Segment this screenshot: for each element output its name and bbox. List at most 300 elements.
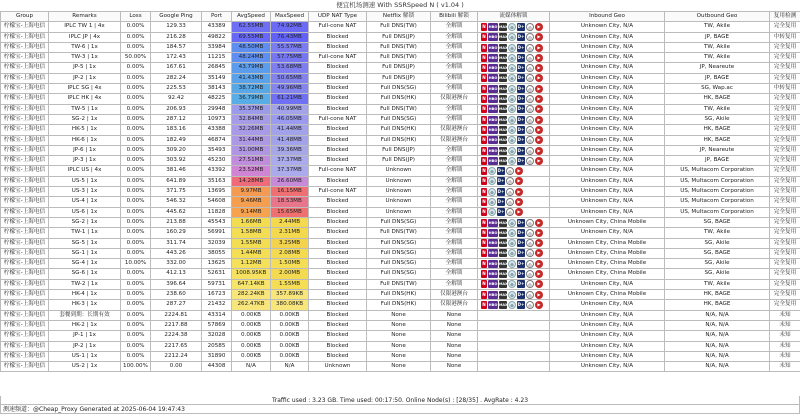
ping-cell: 287.27 [151,300,202,310]
remarks-cell: JP-2 | 1x [49,73,121,83]
bilibili-cell: None [431,341,478,351]
table-row [1,197,800,207]
inbound-geo-cell: Unknown City, China Mobile [550,238,665,248]
remarks-cell: 套餐到期：长期有效 [49,310,121,320]
group-cell: 柠檬宝-上海电信 [1,166,49,176]
circle-icon: ◎ [526,95,534,103]
netflix-cell: Full DNS(SG) [367,84,431,94]
ping-cell: 303.92 [151,156,202,166]
disney-plus-icon: D+ [517,301,525,307]
netflix-cell: Full DNS(JP) [367,63,431,73]
reuse-cell: 未知 [770,362,800,372]
netflix-cell: Full DNS(TW) [367,228,431,238]
hbo-icon: HBO [488,127,498,132]
bilibili-cell: 全解锁 [431,259,478,269]
avg-speed-cell: 36.79MB [232,94,271,104]
media-cell [478,73,550,83]
table-row [1,331,800,341]
table-row [1,207,800,217]
netflix-cell: None [367,341,431,351]
netflix-cell: Full DNS(SG) [367,269,431,279]
outbound-geo-cell: HK, BAGE [665,135,770,145]
netflix-icon: N [482,291,486,297]
port-cell: 45230 [202,156,232,166]
nat-type-cell: Blocked [309,135,367,145]
media-cell [478,217,550,227]
group-cell: 柠檬宝-上海电信 [1,94,49,104]
outbound-geo-cell: US, Multacom Corporation [665,207,770,217]
disney-plus-icon: D+ [517,147,525,153]
column-header: Loss [121,12,151,22]
inbound-geo-cell: Unknown City, N/A [550,351,665,361]
max-speed-cell: 18.53MB [271,197,309,207]
netflix-cell: None [367,331,431,341]
hbo-icon: HBO [488,220,498,225]
bilibili-cell: 全解锁 [431,248,478,258]
table-row [1,84,800,94]
globe-icon: ⊙ [508,74,516,82]
table-row [1,269,800,279]
loss-cell: 0.00% [121,156,151,166]
ping-cell: 2224.81 [151,310,202,320]
outbound-geo-cell: N/A, N/A [665,362,770,372]
loss-cell: 0.00% [121,135,151,145]
max-icon: MAX [499,76,508,81]
hbo-icon: HBO [488,97,498,102]
media-cell [478,248,550,258]
nat-type-cell: Full-cone NAT [309,53,367,63]
bilibili-cell: 全解锁 [431,114,478,124]
port-cell: 43392 [202,166,232,176]
group-cell: 柠檬宝-上海电信 [1,217,49,227]
table-row [1,22,800,32]
reuse-cell: 未知 [770,351,800,361]
bilibili-cell: None [431,362,478,372]
ping-cell: 206.93 [151,104,202,114]
nat-type-cell: Blocked [309,217,367,227]
group-cell: 柠檬宝-上海电信 [1,22,49,32]
port-cell: 11828 [202,207,232,217]
max-icon: MAX [499,302,508,307]
table-row [1,228,800,238]
loss-cell: 0.00% [121,228,151,238]
max-icon: MAX [499,24,508,29]
loss-cell: 0.00% [121,94,151,104]
group-cell: 柠檬宝-上海电信 [1,104,49,114]
table-row [1,145,800,155]
play-icon: ▶ [515,208,523,216]
media-cell [478,228,550,238]
max-speed-cell: 41.44MB [271,125,309,135]
group-cell: 柠檬宝-上海电信 [1,331,49,341]
outbound-geo-cell: N/A, N/A [665,331,770,341]
port-cell: 54608 [202,197,232,207]
netflix-cell: None [367,320,431,330]
ping-cell: 282.24 [151,73,202,83]
netflix-cell: Full DNS(JP) [367,156,431,166]
netflix-icon: N [482,250,486,256]
media-cell [478,32,550,42]
inbound-geo-cell: Unknown City, N/A [550,32,665,42]
ping-cell: 309.20 [151,145,202,155]
outbound-geo-cell: TW, Akile [665,53,770,63]
group-cell: 柠檬宝-上海电信 [1,145,49,155]
inbound-geo-cell: Unknown City, N/A [550,341,665,351]
reuse-cell: 完全复用 [770,217,800,227]
nat-type-cell: Blocked [309,248,367,258]
reuse-cell: 完全复用 [770,238,800,248]
reuse-cell: 完全复用 [770,228,800,238]
nat-type-cell: Full-cone NAT [309,22,367,32]
hbo-icon: HBO [488,76,498,81]
loss-cell: 0.00% [121,331,151,341]
max-speed-cell: 2.08MB [271,248,309,258]
outbound-geo-cell: N/A, N/A [665,351,770,361]
nat-type-cell: Blocked [309,269,367,279]
netflix-cell: Unknown [367,166,431,176]
netflix-cell: None [367,362,431,372]
table-row [1,310,800,320]
disney-plus-icon: D+ [517,250,525,256]
inbound-geo-cell: Unknown City, N/A [550,125,665,135]
bilibili-cell: 全解锁 [431,104,478,114]
hbo-icon: HBO [488,302,498,307]
ping-cell: 2217.88 [151,320,202,330]
outbound-geo-cell: SG, Akile [665,238,770,248]
circle-icon: ◎ [526,270,534,278]
loss-cell: 100.00% [121,362,151,372]
remarks-cell: TW-3 | 1x [49,53,121,63]
remarks-cell: IPLC JP | 4x [49,32,121,42]
disney-plus-icon: D+ [497,178,505,184]
bilibili-cell: 全解锁 [431,73,478,83]
circle-icon: ◎ [526,85,534,93]
circle-icon: ◎ [526,33,534,41]
globe-icon: ⊙ [508,33,516,41]
avg-speed-cell: 27.51MB [232,156,271,166]
netflix-icon: N [482,106,486,112]
avg-speed-cell: 31.44MB [232,135,271,145]
disney-plus-icon: D+ [517,240,525,246]
media-cell [478,362,550,372]
media-cell [478,331,550,341]
inbound-geo-cell: Unknown City, N/A [550,156,665,166]
remarks-cell: SG-4 | 1x [49,259,121,269]
circle-icon: ◎ [506,188,514,196]
inbound-geo-cell: Unknown City, China Mobile [550,259,665,269]
ping-cell: 167.61 [151,63,202,73]
netflix-cell: Full DNS(SG) [367,238,431,248]
netflix-icon: N [482,260,486,266]
credit-footer: 测速频道：@Cheap_Proxy Generated at 2025-06-04 19:47:43 [0,405,800,414]
column-header: MaxSpeed [271,12,309,22]
hbo-icon: HBO [488,148,498,153]
group-cell: 柠檬宝-上海电信 [1,290,49,300]
media-cell [478,22,550,32]
bilibili-cell: None [431,310,478,320]
reuse-cell: 完全复用 [770,63,800,73]
netflix-cell: Full DNS(JP) [367,145,431,155]
circle-icon: ◎ [526,54,534,62]
table-row [1,362,800,372]
avg-speed-cell: 62.55MB [232,22,271,32]
circle-icon: ◎ [526,239,534,247]
circle-icon: ◎ [506,177,514,185]
nat-type-cell: Blocked [309,238,367,248]
outbound-geo-cell: TW, Akile [665,228,770,238]
avg-speed-cell: 282.24KB [232,290,271,300]
outbound-geo-cell: HK, BAGE [665,94,770,104]
circle-icon: ◎ [526,301,534,309]
ping-cell: 412.13 [151,269,202,279]
ping-cell: 183.16 [151,125,202,135]
nat-type-cell: Blocked [309,310,367,320]
disney-plus-icon: D+ [517,23,525,29]
group-cell: 柠檬宝-上海电信 [1,135,49,145]
media-cell [478,135,550,145]
media-cell [478,53,550,63]
inbound-geo-cell: Unknown City, N/A [550,310,665,320]
loss-cell: 0.00% [121,22,151,32]
circle-icon: ◎ [506,208,514,216]
max-speed-cell: 357.89KB [271,290,309,300]
port-cell: 21432 [202,300,232,310]
ping-cell: 184.57 [151,42,202,52]
remarks-cell: TW-5 | 1x [49,104,121,114]
loss-cell: 50.00% [121,53,151,63]
avg-speed-cell: 1.58MB [232,228,271,238]
netflix-icon: N [482,271,486,277]
hbo-icon: HBO [488,230,498,235]
netflix-cell: Unknown [367,207,431,217]
port-cell: 43314 [202,310,232,320]
group-cell: 柠檬宝-上海电信 [1,73,49,83]
loss-cell: 0.00% [121,187,151,197]
reuse-cell: 完全复用 [770,269,800,279]
table-row [1,248,800,258]
netflix-cell: Full DNS(HK) [367,94,431,104]
remarks-cell: IPLC US | 4x [49,166,121,176]
media-cell [478,310,550,320]
remarks-cell: US-3 | 1x [49,187,121,197]
outbound-geo-cell: SG, Akile [665,114,770,124]
ping-cell: 182.49 [151,135,202,145]
bilibili-cell: 全解锁 [431,217,478,227]
outbound-geo-cell: SG, BAGE [665,248,770,258]
loss-cell: 0.00% [121,238,151,248]
media-cell [478,156,550,166]
hbo-icon: HBO [488,138,498,143]
port-cell: 32028 [202,331,232,341]
bilibili-cell: 全解锁 [431,197,478,207]
loss-cell: 0.00% [121,351,151,361]
reuse-cell: 完全复用 [770,156,800,166]
globe-icon: ⊙ [508,64,516,72]
media-cell [478,63,550,73]
max-speed-cell: 50.65MB [271,73,309,83]
inbound-geo-cell: Unknown City, N/A [550,42,665,52]
globe-icon: ⊙ [488,188,496,196]
ping-cell: 371.75 [151,187,202,197]
bilibili-cell: 全解锁 [431,42,478,52]
port-cell: 13695 [202,187,232,197]
group-cell: 柠檬宝-上海电信 [1,228,49,238]
bilibili-cell: 仅限港澳台 [431,290,478,300]
port-cell: 48225 [202,94,232,104]
netflix-icon: N [482,137,486,143]
port-cell: 59731 [202,279,232,289]
table-row [1,176,800,186]
netflix-cell: Full DNS(HK) [367,300,431,310]
port-cell: 13625 [202,259,232,269]
table-row [1,156,800,166]
outbound-geo-cell: TW, Akile [665,22,770,32]
ping-cell: 381.46 [151,166,202,176]
outbound-geo-cell: US, Multacom Corporation [665,197,770,207]
play-icon: ▶ [535,260,543,268]
column-header: Inbound Geo [550,12,665,22]
reuse-cell: 完全复用 [770,94,800,104]
media-cell [478,259,550,269]
max-speed-cell: 37.37MB [271,156,309,166]
globe-icon: ⊙ [508,136,516,144]
remarks-cell: US-5 | 1x [49,176,121,186]
play-icon: ▶ [535,33,543,41]
max-speed-cell: 74.92MB [271,22,309,32]
bilibili-cell: 全解锁 [431,279,478,289]
avg-speed-cell: 0.00KB [232,320,271,330]
netflix-icon: N [482,188,486,194]
table-row [1,114,800,124]
circle-icon: ◎ [526,64,534,72]
play-icon: ▶ [535,157,543,165]
media-cell [478,94,550,104]
avg-speed-cell: 41.43MB [232,73,271,83]
group-cell: 柠檬宝-上海电信 [1,114,49,124]
max-speed-cell: 0.00KB [271,331,309,341]
hbo-icon: HBO [488,241,498,246]
ping-cell: 2217.65 [151,341,202,351]
max-speed-cell: 40.99MB [271,104,309,114]
group-cell: 柠檬宝-上海电信 [1,207,49,217]
inbound-geo-cell: Unknown City, N/A [550,197,665,207]
table-row [1,166,800,176]
media-cell [478,207,550,217]
loss-cell: 0.00% [121,290,151,300]
globe-icon: ⊙ [488,167,496,175]
media-cell [478,114,550,124]
globe-icon: ⊙ [508,147,516,155]
loss-cell: 0.00% [121,248,151,258]
ping-cell: 129.33 [151,22,202,32]
avg-speed-cell: 9.46MB [232,197,271,207]
nat-type-cell: Blocked [309,259,367,269]
max-icon: MAX [499,117,508,122]
port-cell: 35493 [202,145,232,155]
table-row [1,135,800,145]
netflix-icon: N [482,23,486,29]
netflix-icon: N [482,219,486,225]
outbound-geo-cell: HK, BAGE [665,290,770,300]
globe-icon: ⊙ [508,126,516,134]
disney-plus-icon: D+ [497,209,505,215]
max-icon: MAX [499,282,508,287]
reuse-cell: 完全复用 [770,248,800,258]
avg-speed-cell: 1.44MB [232,248,271,258]
circle-icon: ◎ [526,249,534,257]
disney-plus-icon: D+ [517,126,525,132]
loss-cell: 0.00% [121,300,151,310]
reuse-cell: 完全复用 [770,53,800,63]
globe-icon: ⊙ [508,270,516,278]
port-cell: 43388 [202,125,232,135]
play-icon: ▶ [535,219,543,227]
netflix-icon: N [482,34,486,40]
group-cell: 柠檬宝-上海电信 [1,187,49,197]
outbound-geo-cell: N/A, N/A [665,320,770,330]
bilibili-cell: 全解锁 [431,84,478,94]
bilibili-cell: 全解锁 [431,53,478,63]
disney-plus-icon: D+ [517,157,525,163]
nat-type-cell: Blocked [309,176,367,186]
play-icon: ▶ [515,188,523,196]
play-icon: ▶ [515,177,523,185]
table-row [1,238,800,248]
loss-cell: 0.00% [121,84,151,94]
nat-type-cell: Blocked [309,63,367,73]
bilibili-cell: 全解锁 [431,166,478,176]
reuse-cell: 完全复用 [770,176,800,186]
inbound-geo-cell: Unknown City, China Mobile [550,217,665,227]
max-speed-cell: 39.36MB [271,145,309,155]
netflix-cell: Full DNS(TW) [367,104,431,114]
nat-type-cell: Full-cone NAT [309,187,367,197]
play-icon: ▶ [535,280,543,288]
max-icon: MAX [499,158,508,163]
netflix-icon: N [482,85,486,91]
port-cell: 10973 [202,114,232,124]
group-cell: 柠檬宝-上海电信 [1,259,49,269]
column-header: UDP NAT Type [309,12,367,22]
remarks-cell: HK-4 | 1x [49,290,121,300]
netflix-cell: Full DNS(TW) [367,53,431,63]
max-icon: MAX [499,107,508,112]
header-row [1,12,800,22]
remarks-cell: TW-2 | 1x [49,279,121,289]
nat-type-cell: Blocked [309,73,367,83]
port-cell: 46874 [202,135,232,145]
results-body [1,22,800,372]
port-cell: 56991 [202,228,232,238]
avg-speed-cell: N/A [232,362,271,372]
netflix-icon: N [482,240,486,246]
netflix-icon: N [482,147,486,153]
media-cell [478,166,550,176]
remarks-cell: IPLC HK | 4x [49,94,121,104]
max-icon: MAX [499,86,508,91]
avg-speed-cell: 1008.95KB [232,269,271,279]
port-cell: 20585 [202,341,232,351]
globe-icon: ⊙ [508,85,516,93]
netflix-icon: N [482,126,486,132]
bilibili-cell: None [431,351,478,361]
max-icon: MAX [499,35,508,40]
port-cell: 35149 [202,73,232,83]
remarks-cell: TW-1 | 1x [49,228,121,238]
max-speed-cell: 76.43MB [271,32,309,42]
nat-type-cell: Blocked [309,32,367,42]
table-row [1,300,800,310]
